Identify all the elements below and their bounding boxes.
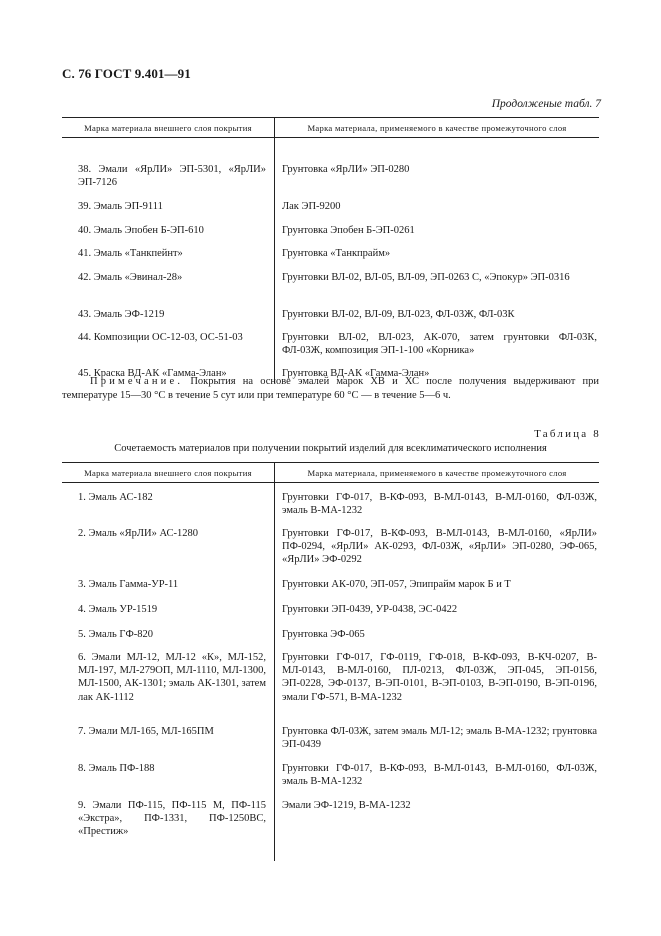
table7-note bbox=[62, 375, 599, 402]
row-outer: 40. Эмаль Эпобен Б-ЭП-610 bbox=[78, 225, 204, 236]
table7-col1-header: Марка материала внешнего слоя покрытия bbox=[62, 118, 275, 137]
row-outer: 9. Эмали ПФ-115, ПФ-115 М, ПФ-115 «Экстра», ПФ-1331, ПФ-1250ВС, «Престиж» bbox=[78, 800, 266, 838]
row-outer: 7. Эмали МЛ-165, МЛ-165ПМ bbox=[78, 726, 214, 737]
row-inter: Грунтовки ГФ-017, В-КФ-093, В-МЛ-0143, В-МЛ-0160, ФЛ-03Ж, эмаль В-МА-1232 bbox=[282, 492, 597, 517]
row-outer: 45. Краска ВД-АК «Гамма-Элан» bbox=[78, 368, 227, 379]
table-row bbox=[62, 331, 599, 357]
table7-header bbox=[62, 117, 599, 138]
row-inter: Грунтовки ГФ-017, В-КФ-093, В-МЛ-0143, В-МЛ-0160, ФЛ-03Ж, эмаль В-МА-1232 bbox=[282, 763, 597, 788]
row-outer: 38. Эмали «ЯрЛИ» ЭП-5301, «ЯрЛИ» ЭП-7126 bbox=[78, 164, 266, 189]
table-row bbox=[62, 628, 599, 641]
page-header: С. 76 ГОСТ 9.401—91 bbox=[62, 66, 191, 81]
table-row bbox=[62, 762, 599, 788]
row-outer: 3. Эмаль Гамма-УР-11 bbox=[78, 579, 179, 590]
note-text: Покрытия на основе эмалей марок ХВ и ХС после получения выдерживают при температуре 15—30 °С в течение 5 сут или при температуре 60 °С — в течение 5—6 ч. bbox=[62, 376, 599, 401]
row-inter: Грунтовка ЭФ-065 bbox=[282, 629, 365, 640]
table7-col2-header: Марка материала, применяемого в качестве промежуточного слоя bbox=[307, 122, 567, 133]
row-inter: Грунтовка «ЯрЛИ» ЭП-0280 bbox=[282, 164, 410, 175]
row-outer: 39. Эмаль ЭП-9111 bbox=[78, 201, 163, 212]
table8-caption: Таблица 8 bbox=[534, 428, 601, 440]
row-inter: Грунтовка ФЛ-03Ж, затем эмаль МЛ-12; эмаль В-МА-1232; грунтовка ЭП-0439 bbox=[282, 726, 597, 751]
table-row bbox=[62, 491, 599, 517]
table-row bbox=[62, 247, 599, 260]
row-inter: Грунтовка ВД-АК «Гамма-Элан» bbox=[282, 368, 430, 379]
table-row bbox=[62, 200, 599, 213]
table-row bbox=[62, 578, 599, 591]
row-inter: Грунтовки ВЛ-02, ВЛ-09, ВЛ-023, ФЛ-03Ж, ФЛ-03К bbox=[282, 309, 515, 320]
row-outer: 4. Эмаль УР-1519 bbox=[78, 604, 158, 615]
table8-col1-header: Марка материала внешнего слоя покрытия bbox=[62, 463, 275, 482]
row-inter: Эмали ЭФ-1219, В-МА-1232 bbox=[282, 800, 411, 811]
row-inter: Грунтовки ГФ-017, ГФ-0119, ГФ-018, В-КФ-093, В-КЧ-0207, В-МЛ-0143, В-МЛ-0160, ПЛ-0213, ФЛ-03Ж, ЭП-045, ЭП-0156, ЭП-0228, ЭФ-0137, В-ЭП-0101, В-ЭП-0103, В-ЭП-0190, В-ЭП-0196, эмали ГФ-571, В-МА-1232 bbox=[282, 652, 597, 703]
row-inter: Грунтовки ГФ-017, В-КФ-093, В-МЛ-0143, В-МЛ-0160, «ЯрЛИ» ПФ-0294, «ЯрЛИ» АК-0293, ФЛ-03Ж, «ЯрЛИ» ЭП-0280, ЭФ-065, «ЯрЛИ» ЭФ-0292 bbox=[282, 528, 597, 566]
table-row bbox=[62, 725, 599, 751]
table-row bbox=[62, 224, 599, 237]
row-outer: 8. Эмаль ПФ-188 bbox=[78, 763, 155, 774]
row-outer: 43. Эмаль ЭФ-1219 bbox=[78, 309, 165, 320]
row-inter: Грунтовки ВЛ-02, ВЛ-05, ВЛ-09, ЭП-0263 С, «Эпокур» ЭП-0316 bbox=[282, 272, 570, 283]
table7-continuation-caption: Продолженые табл. 7 bbox=[491, 98, 601, 110]
table7-body bbox=[62, 138, 599, 383]
table-row bbox=[62, 163, 599, 189]
table-row bbox=[62, 651, 599, 704]
table-row bbox=[62, 799, 599, 839]
table7 bbox=[62, 117, 599, 383]
row-inter: Грунтовки АК-070, ЭП-057, Эпипрайм марок Б и Т bbox=[282, 579, 511, 590]
table8-title: Сочетаемость материалов при получении покрытий изделий для всеклиматического исполнения bbox=[114, 443, 547, 454]
row-inter: Грунтовки ВЛ-02, ВЛ-023, АК-070, затем грунтовки ФЛ-03К, ФЛ-03Ж, композиция ЭП-1-100 «Корника» bbox=[282, 332, 597, 357]
row-inter: Грунтовки ЭП-0439, УР-0438, ЭС-0422 bbox=[282, 604, 458, 615]
row-outer: 5. Эмаль ГФ-820 bbox=[78, 629, 154, 640]
table-row bbox=[62, 527, 599, 567]
table-row bbox=[62, 603, 599, 616]
row-outer: 44. Композиции ОС-12-03, ОС-51-03 bbox=[78, 332, 243, 343]
note-label: Примечание. bbox=[90, 376, 184, 387]
row-outer: 6. Эмали МЛ-12, МЛ-12 «К», МЛ-152, МЛ-197, МЛ-279ОП, МЛ-1110, МЛ-1300, МЛ-1500, АК-1301; эмаль АК-1301, затем лак АК-1112 bbox=[78, 652, 266, 703]
table-row bbox=[62, 271, 599, 284]
row-outer: 41. Эмаль «Танкпейнт» bbox=[78, 248, 183, 259]
table8-col2-header: Марка материала, применяемого в качестве промежуточного слоя bbox=[307, 467, 567, 478]
table-row bbox=[62, 308, 599, 321]
table8-body bbox=[62, 483, 599, 861]
table8-header bbox=[62, 462, 599, 483]
row-inter: Грунтовка Эпобен Б-ЭП-0261 bbox=[282, 225, 415, 236]
row-outer: 42. Эмаль «Эвинал-28» bbox=[78, 272, 183, 283]
row-outer: 1. Эмаль АС-182 bbox=[78, 492, 153, 503]
row-inter: Лак ЭП-9200 bbox=[282, 201, 341, 212]
table8 bbox=[62, 462, 599, 861]
row-outer: 2. Эмаль «ЯрЛИ» АС-1280 bbox=[78, 528, 199, 539]
row-inter: Грунтовка «Танкпрайм» bbox=[282, 248, 391, 259]
